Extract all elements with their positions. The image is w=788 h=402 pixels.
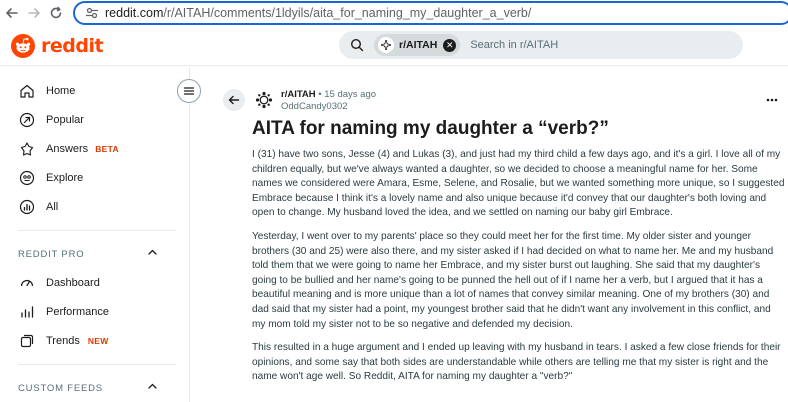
arrow-left-icon [228,94,240,106]
url-text [105,6,531,20]
answers-icon [18,140,36,158]
sidebar-item-dashboard[interactable] [18,271,100,295]
explore-icon [18,169,36,187]
browser-forward-button[interactable] [24,3,44,23]
beta-badge: BETA [95,144,119,154]
address-bar[interactable] [73,1,788,25]
sidebar-item-label: Trends [46,335,80,347]
more-horizontal-icon [766,98,778,102]
post-meta [281,89,376,113]
arrow-right-icon [27,6,41,20]
section-title: CUSTOM FEEDS [18,382,103,394]
sidebar-toggle-button[interactable] [177,79,201,103]
reload-icon [49,6,63,20]
sidebar-item-all[interactable] [18,195,58,219]
all-icon [18,198,36,216]
left-sidebar [0,67,190,402]
sidebar-item-label: Answers [46,143,89,155]
sidebar-item-performance[interactable] [18,300,109,324]
sidebar-divider [18,364,176,365]
search-input[interactable]: Search in r/AITAH [470,39,559,51]
author-link[interactable]: OddCandy0302 [281,101,348,112]
post-body [252,148,786,394]
search-bar[interactable] [339,31,743,59]
sidebar-item-label: Dashboard [46,277,100,289]
sidebar-divider [18,230,176,231]
post-age: 15 days ago [324,89,377,100]
post-paragraph: This resulted in a huge argument and I ended up leaving with my husband in tears. I asked a few close friends for their opinions, and some say that both sides are understandable while others are telling me that my sister is right and the name won't age well. So Reddit, AITA for naming my daughter a "verb?" [252,342,781,383]
post-paragraph: Yesterday, I went over to my parents' place so they could meet her for the first time. My older sister and younger brothers (30 and 25) were also there, and my sister asked if I had decided on what to name her. Me and my husband told them that we were going to name her Embrace, and my sister burst out laughing. She said that my daughter's going to be bullied and her name's going to be punned the hell out of if I name her a verb, but I argued that it has a beautiful meaning and is more unique than a lot of names that convey similar meaning. One of my brothers (30) and dad said that my sister had a point, my youngest brother said that he didn't want any involvement in this conflict, and my mom told my sister not to be so negative and defended my decision. [252,230,774,330]
reddit-logo[interactable] [11,34,103,58]
subreddit-logo-icon [255,91,273,109]
dashboard-icon [18,274,36,292]
trends-icon [18,332,36,350]
site-info-icon[interactable] [85,6,99,20]
chevron-up-icon [147,247,158,261]
reddit-wordmark: reddit [41,35,104,57]
sidebar-item-label: All [46,201,59,213]
sidebar-item-label: Home [46,85,76,97]
url-host: reddit.com [105,6,164,20]
browser-back-button[interactable] [2,3,22,23]
search-scope-label: r/AITAH [399,39,438,51]
sidebar-item-label: Popular [46,114,84,126]
browser-toolbar [0,0,788,26]
subreddit-avatar-icon [378,37,394,53]
close-icon[interactable]: ✕ [443,39,456,52]
arrow-left-icon [5,6,19,20]
meta-separator: • [318,89,322,100]
home-icon [18,82,36,100]
sidebar-item-popular[interactable] [18,108,84,132]
popular-icon [18,111,36,129]
section-header-custom-feeds[interactable] [18,381,158,395]
more-options-button[interactable] [766,90,778,105]
post-paragraph: I (31) have two sons, Jesse (4) and Lukas (3), and just had my third child a few days ago, and it's a girl. I love all of my children equally, but we've always wanted a daughter, so we decided to choose a meaningful name for her. Some names we considered were Amara, Esme, Selene, and Rosalie, but we wanted something more unique, so I suggested Embrace because I think it's a lovely name and also unique because it'd convey that our daughter's both loving and open to change. My husband loved the idea, and we settled on naming our baby girl Embrace. [252,149,785,219]
section-header-reddit-pro[interactable] [18,247,158,261]
subreddit-link[interactable]: r/AITAH [281,89,316,100]
reddit-snoo-icon [11,34,35,58]
new-badge: NEW [87,336,109,346]
chevron-up-icon [147,381,158,395]
post-title: AITA for naming my daughter a “verb?” [252,118,609,139]
sidebar-item-answers[interactable] [18,137,119,161]
search-icon [350,38,364,52]
section-title: REDDIT PRO [18,248,85,260]
sidebar-item-home[interactable] [18,79,75,103]
reddit-header [0,27,788,66]
sidebar-item-label: Performance [46,306,109,318]
sidebar-item-trends[interactable] [18,329,109,353]
hamburger-menu-icon [183,85,195,97]
subreddit-avatar[interactable] [253,89,275,111]
url-path: /r/AITAH/comments/1ldyils/aita_for_naming_my_daughter_a_verb/ [163,6,532,20]
browser-reload-button[interactable] [46,3,66,23]
performance-icon [18,303,36,321]
search-scope-chip[interactable] [374,34,460,56]
back-button[interactable] [223,89,245,111]
sidebar-item-explore[interactable] [18,166,83,190]
sidebar-item-label: Explore [46,172,84,184]
